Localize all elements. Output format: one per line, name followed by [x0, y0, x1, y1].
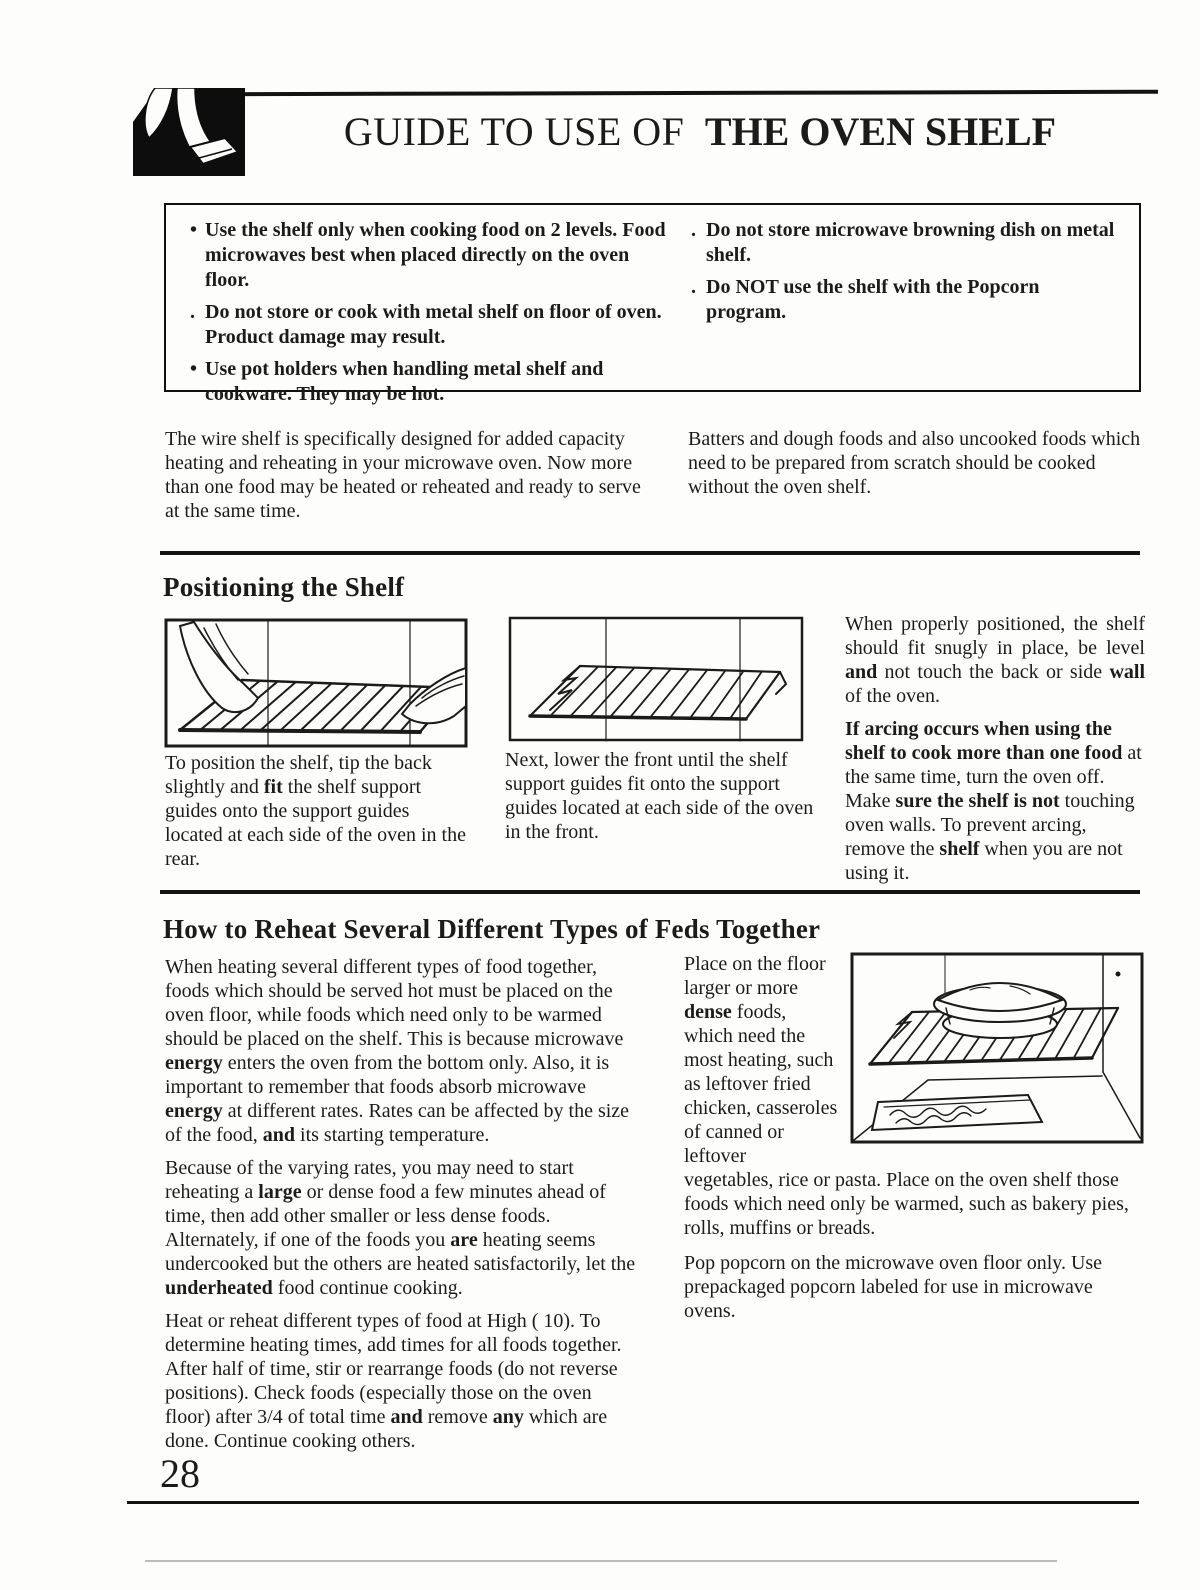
warning-item [691, 218, 1119, 268]
section-divider [160, 551, 1140, 555]
positioning-note-2: If arcing occurs when using the shelf to cook more than one food at the same time, turn the oven off. Make sure the shelf is not touching oven walls. To prevent arcing, remove the shelf when you are not using it. [845, 718, 1142, 884]
warning-box-right-column [691, 218, 1119, 390]
section-divider [160, 890, 1140, 894]
warning-item-text: Do NOT use the shelf with the Popcorn program. [706, 276, 1040, 323]
positioning-notes [845, 612, 1145, 885]
warning-item [190, 218, 668, 293]
bullet-icon: . [190, 301, 195, 323]
page-title [250, 106, 1150, 158]
warning-box-left-column [190, 218, 668, 405]
page-number: 28 [160, 1451, 200, 1496]
hand-pressing-button-icon [133, 88, 245, 176]
positioning-caption-rear: To position the shelf, tip the back slightly and fit the shelf support guides onto the support guides located at each side of the oven in the rear. [165, 752, 466, 870]
bullet-icon: • [190, 358, 198, 380]
intro-paragraph-left: The wire shelf is specifically designed for added capacity heating and reheating in your microwave oven. Now more than one food may be heated or reheated and ready to serve at the same time. [165, 428, 641, 522]
reheat-paragraph-1: When heating several different types of food together, foods which should be served hot must be placed on the oven floor, while foods which need only to be warmed should be placed on the shelf. This is because microwave energy enters the oven from the bottom only. Also, it is important to remember that foods absorb microwave energy at different rates. Rates can be affected by the size of the food, and its starting temperature. [165, 956, 630, 1146]
positioning-caption-front: Next, lower the front until the shelf support guides fit onto the support guides located at each side of the oven in the front. [505, 749, 814, 843]
warning-item-text: Use pot holders when handling metal shelf and cookware. They may be hot. [205, 358, 604, 405]
reheat-right-paragraph-1: Place on the floor larger or more dense foods, which need the most heating, such as leftover fried chicken, casseroles of canned or leftover vegetables, rice or pasta. Place on the oven shelf those foods which need only be warmed, such as bakery pies, rolls, muffins or breads. [684, 953, 1129, 1239]
bullet-icon: . [691, 276, 696, 298]
shelf-lowered-illustration [508, 616, 804, 742]
warning-box [164, 203, 1141, 405]
bottom-hairline [145, 1560, 1057, 1562]
positioning-note-1: When properly positioned, the shelf should fit snugly in place, be level and not touch the back or side wall of the oven. [845, 613, 1145, 707]
page-title-emphasis: THE OVEN SHELF [704, 109, 1057, 154]
bullet-icon: • [190, 219, 198, 241]
reheat-left-column [165, 955, 642, 1462]
reheat-paragraph-3: Heat or reheat different types of food at High ( 10). To determine heating times, add times for all foods together. After half of time, stir or rearrange foods (do not reverse positions). Check foods (especially those on the oven floor) after 3/4 of total time and remove any which are done. Continue cooking others. [165, 1310, 622, 1452]
intro-paragraph-right: Batters and dough foods and also uncooked foods which need to be prepared from scratch should be cooked without the oven shelf. [688, 428, 1141, 498]
warning-item [190, 300, 668, 350]
bullet-icon: . [691, 219, 696, 241]
reheat-right-column [684, 952, 1144, 1323]
warning-item-text: Do not store or cook with metal shelf on floor of oven. Product damage may result. [205, 301, 662, 348]
reheat-paragraph-2: Because of the varying rates, you may need to start reheating a large or dense food a few minutes ahead of time, then add other smaller or less dense foods. Alternately, if one of the foods you are heating seems undercooked but the others are heated satisfactorily, let the underheated food continue cooking. [165, 1157, 636, 1299]
reheat-heading: How to Reheat Several Different Types of Feds Together [163, 914, 821, 944]
footer-rule [127, 1501, 1139, 1504]
positioning-heading: Positioning the Shelf [163, 572, 405, 602]
oven-with-pie-and-chicken-illustration [850, 952, 1144, 1144]
shelf-with-hands-illustration [164, 618, 468, 748]
warning-item [190, 357, 668, 407]
header-rule [198, 90, 1158, 97]
warning-item-text: Use the shelf only when cooking food on 2 levels. Food microwaves best when placed directly on the oven floor. [205, 219, 666, 291]
warning-item [691, 275, 1119, 325]
page-title-prefix: GUIDE TO USE OF [343, 109, 685, 154]
reheat-right-paragraph-2: Pop popcorn on the microwave oven floor only. Use prepackaged popcorn labeled for use in microwave ovens. [684, 1252, 1103, 1322]
warning-item-text: Do not store microwave browning dish on metal shelf. [706, 219, 1115, 266]
